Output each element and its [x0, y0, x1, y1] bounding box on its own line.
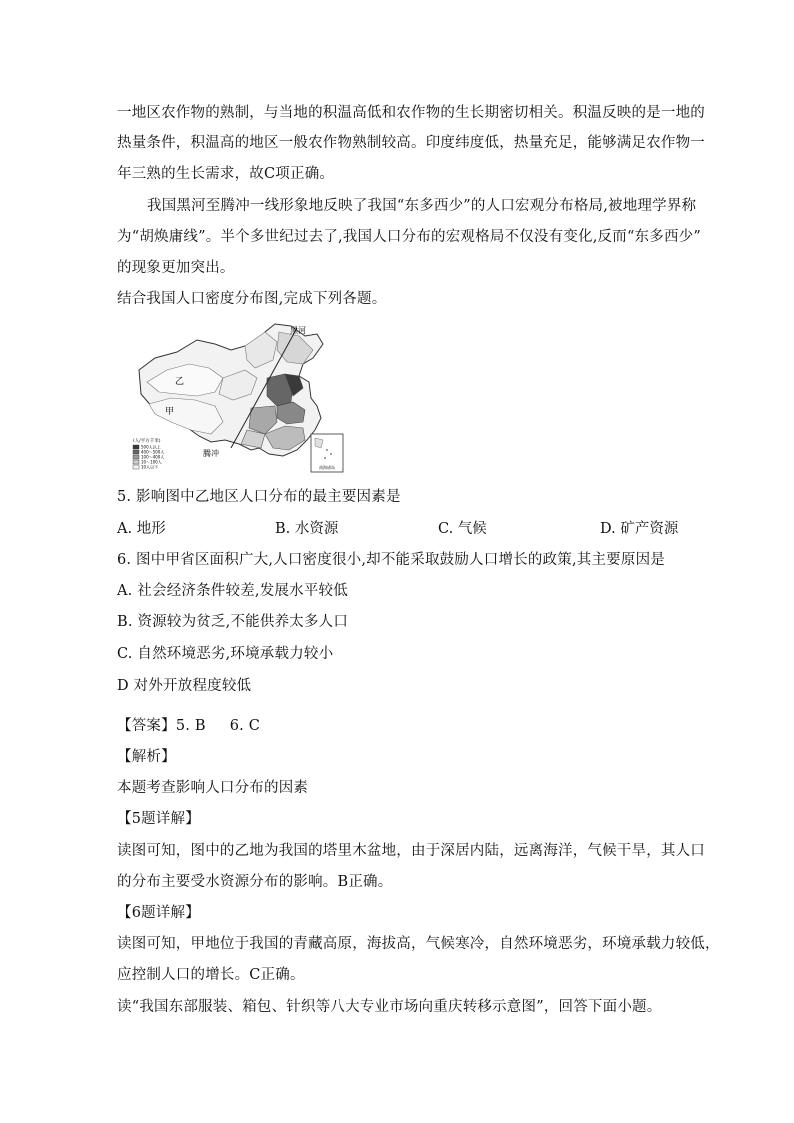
yi-label: 乙: [175, 377, 185, 387]
q5-option-a: A. 地形: [117, 521, 166, 537]
q5-option-d: D. 矿产资源: [600, 521, 679, 537]
question-5-stem: 5. 影响图中乙地区人口分布的最主要因素是: [117, 489, 401, 505]
china-population-density-map: [127, 322, 349, 474]
tengchong-label: 腾冲: [203, 449, 219, 458]
legend-title: (人/平方千米): [133, 439, 161, 444]
next-question-instruction: 读“我国东部服装、箱包、针织等八大专业市场向重庆转移示意图”，回答下面小题。: [117, 999, 662, 1015]
q6-option-a: A. 社会经济条件较差,发展水平较低: [117, 583, 348, 599]
legend-swatch-3: [133, 455, 139, 459]
answer-label: 【答案】: [117, 718, 176, 734]
legend-label-3: 100～400人: [141, 454, 165, 460]
para-2-line-1: 我国黑河至腾冲一线形象地反映了我国“东多西少”的人口宏观分布格局,被地理学界称: [147, 198, 697, 214]
analysis-label: 【解析】: [117, 749, 176, 765]
answer-value: 5. B 6. C: [175, 718, 261, 734]
legend-label-2: 400～500人: [141, 449, 165, 455]
legend-label-4: 10～100人: [141, 459, 162, 465]
map-legend: [133, 437, 164, 470]
jia-label: 甲: [165, 407, 175, 417]
q6-option-d: D 对外开放程度较低: [117, 678, 252, 694]
legend-swatch-1: [133, 445, 139, 449]
inset-island: [330, 453, 332, 455]
heihe-label: 黑河: [290, 326, 306, 335]
map-instruction: 结合我国人口密度分布图,完成下列各题。: [117, 291, 387, 307]
q5-option-b: B. 水资源: [275, 521, 339, 537]
legend-swatch-4: [133, 460, 139, 464]
para-1-line-1: 一地区农作物的熟制，与当地的积温高低和农作物的生长期密切相关。积温反映的是一地的: [117, 105, 705, 121]
inset-island: [324, 457, 326, 459]
detail-6-label: 【6题详解】: [117, 905, 200, 921]
para-2-line-2: 为“胡焕庸线”。半个多世纪过去了,我国人口分布的宏观格局不仅没有变化,反而“东多西少”: [117, 229, 701, 245]
q6-option-c: C. 自然环境恶劣,环境承载力较小: [117, 646, 334, 662]
inset-island: [326, 449, 328, 451]
para-1-line-3: 年三熟的生长需求，故C项正确。: [117, 166, 335, 182]
south-china-sea-inset: [311, 434, 343, 472]
detail-5-label: 【5题详解】: [117, 811, 200, 827]
q5-option-c: C. 气候: [438, 521, 487, 537]
q6-option-b: B. 资源较为贫乏,不能供养太多人口: [117, 614, 349, 630]
map-svg: [127, 322, 349, 474]
analysis-text: 本题考查影响人口分布的因素: [117, 780, 309, 796]
detail-6-line-2: 应控制人口的增长。C正确。: [117, 967, 305, 983]
detail-6-line-1: 读图可知，甲地位于我国的青藏高原，海拔高，气候寒冷，自然环境恶劣，环境承载力较低，: [117, 936, 720, 952]
answer-row: [117, 716, 260, 736]
question-6-stem: 6. 图中甲省区面积广大,人口密度很小,却不能采取鼓励人口增长的政策,其主要原因是: [117, 552, 665, 568]
inset-label: 南海诸岛: [319, 465, 335, 470]
para-1-line-2: 热量条件，积温高的地区一般农作物熟制较高。印度纬度低，热量充足，能够满足农作物一: [117, 135, 705, 151]
detail-5-line-1: 读图可知，图中的乙地为我国的塔里木盆地，由于深居内陆，远离海洋，气候干旱，其人口: [117, 843, 705, 859]
legend-swatch-2: [133, 450, 139, 454]
para-2-line-3: 的现象更加突出。: [117, 260, 235, 276]
legend-swatch-5: [133, 465, 139, 469]
legend-label-5: 10人以下: [141, 464, 159, 470]
detail-5-line-2: 的分布主要受水资源分布的影响。B正确。: [117, 874, 393, 890]
legend-label-1: 500人以上: [141, 444, 161, 450]
